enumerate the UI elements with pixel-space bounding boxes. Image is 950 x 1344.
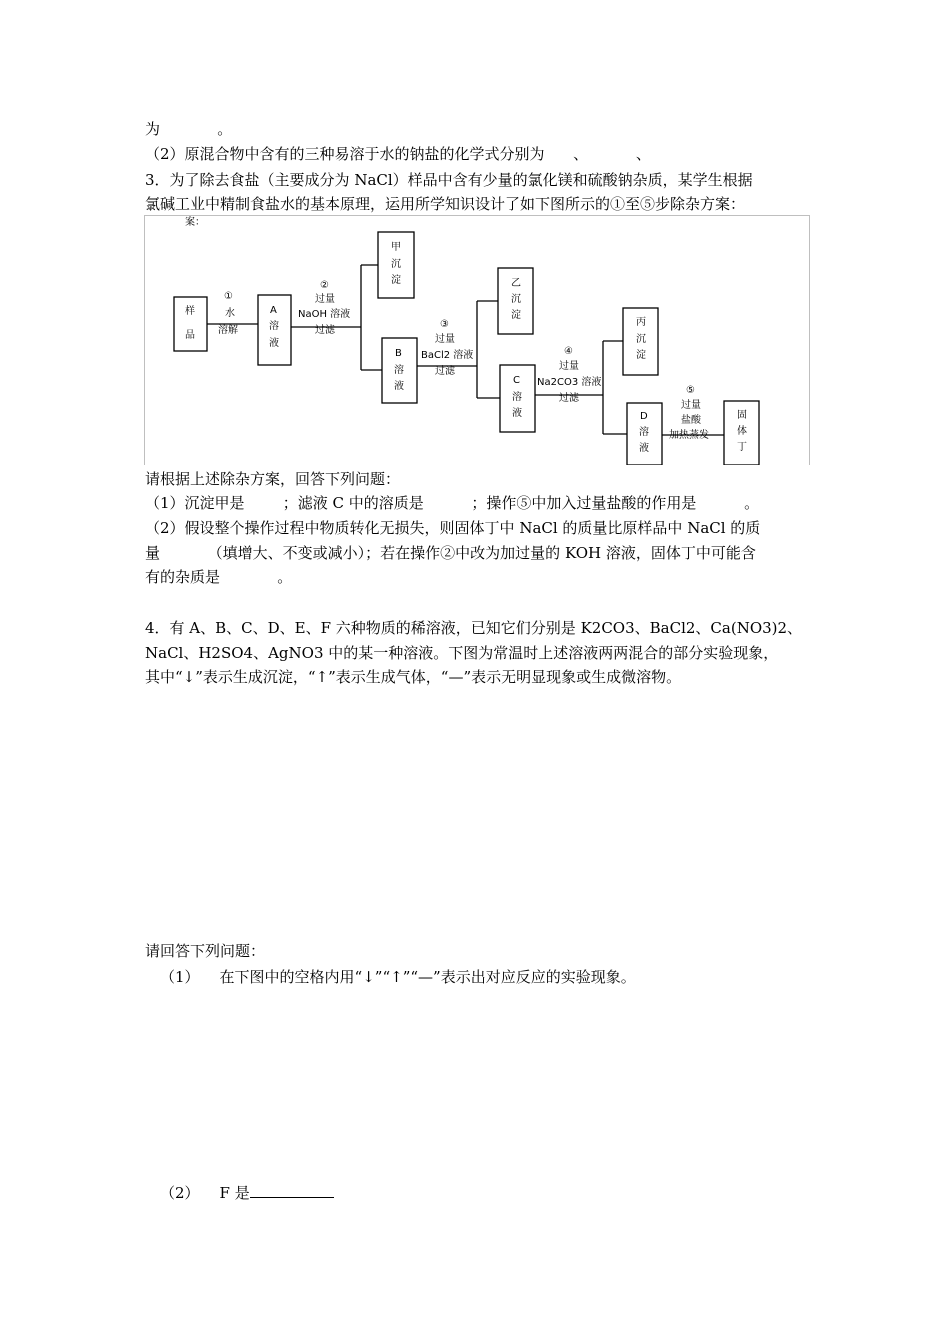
step5-reagent: 盐酸 bbox=[681, 415, 701, 426]
sample-label-2: 品 bbox=[185, 330, 195, 341]
step2-reagent: NaOH 溶液 bbox=[298, 309, 351, 320]
jia-label-2: 沉 bbox=[391, 259, 401, 270]
yi-label-3: 淀 bbox=[511, 310, 521, 321]
jia-label-1: 甲 bbox=[391, 242, 401, 253]
q4-intro-2: NaCl、H2SO4、AgNO3 中的某一种溶液。下图为常温时上述溶液两两混合的部分实验现象， bbox=[145, 644, 779, 662]
d-label-1: D bbox=[640, 411, 648, 422]
a-label-2: 溶 bbox=[269, 321, 279, 332]
step2-action: 过滤 bbox=[315, 325, 335, 336]
b-label-3: 液 bbox=[394, 381, 404, 392]
step2-number: ② bbox=[320, 280, 329, 291]
line-2: （2）原混合物中含有的三种易溶于水的钠盐的化学式分别为 、 、 bbox=[145, 145, 651, 163]
d-label-2: 溶 bbox=[639, 427, 649, 438]
c-label-1: C bbox=[513, 375, 520, 386]
b-label-2: 溶 bbox=[394, 365, 404, 376]
step5-number: ⑤ bbox=[686, 385, 695, 396]
c-label-2: 溶 bbox=[512, 392, 522, 403]
q4-sub2-number: （2） bbox=[160, 1184, 200, 1202]
q4-sub2-text: F 是 bbox=[219, 1184, 250, 1202]
ding-label-1: 固 bbox=[737, 410, 747, 421]
sample-label-1: 样 bbox=[185, 306, 195, 317]
step3-number: ③ bbox=[440, 319, 449, 330]
b-label-1: B bbox=[395, 348, 402, 359]
q3-sub2-c: 有的杂质是 。 bbox=[145, 568, 293, 586]
yi-label-2: 沉 bbox=[511, 294, 521, 305]
q3-sub1: （1）沉淀甲是 ；滤液 C 中的溶质是 ；操作⑤中加入过量盐酸的作用是 。 bbox=[145, 494, 760, 512]
line-1: 为 。 bbox=[145, 120, 233, 138]
d-label-3: 液 bbox=[639, 443, 649, 454]
answer-blank-f[interactable] bbox=[250, 1183, 334, 1198]
q4-intro-3: 其中“↓”表示生成沉淀，“↑”表示生成气体，“—”表示无明显现象或生成微溶物。 bbox=[145, 668, 682, 686]
purification-flow-diagram bbox=[144, 215, 810, 465]
step1-action: 溶解 bbox=[218, 325, 238, 336]
q4-intro-1: 4．有 A、B、C、D、E、F 六种物质的稀溶液，已知它们分别是 K2CO3、BaCl2、Ca(NO3)2、 bbox=[145, 619, 803, 637]
ding-label-2: 体 bbox=[737, 426, 747, 437]
c-label-3: 液 bbox=[512, 408, 522, 419]
step4-action: 过滤 bbox=[559, 393, 579, 404]
step1-number: ① bbox=[224, 291, 233, 302]
q3-sub2-a: （2）假设整个操作过程中物质转化无损失，则固体丁中 NaCl 的质量比原样品中 NaCl 的质 bbox=[145, 519, 761, 537]
bing-label-2: 沉 bbox=[636, 334, 646, 345]
step2-excess: 过量 bbox=[315, 294, 335, 305]
top-fragment: 案： bbox=[185, 217, 205, 228]
q4-sub1 bbox=[160, 967, 636, 987]
q4-prompt: 请回答下列问题： bbox=[145, 942, 266, 960]
step3-excess: 过量 bbox=[435, 334, 455, 345]
a-label-1: A bbox=[270, 305, 277, 316]
q4-sub1-text: 在下图中的空格内用“↓”“↑”“—”表示出对应反应的实验现象。 bbox=[219, 968, 636, 986]
jia-label-3: 淀 bbox=[391, 275, 401, 286]
step3-action: 过滤 bbox=[435, 366, 455, 377]
bing-label-3: 淀 bbox=[636, 350, 646, 361]
step4-excess: 过量 bbox=[559, 361, 579, 372]
step4-number: ④ bbox=[564, 346, 573, 357]
step5-excess: 过量 bbox=[681, 400, 701, 411]
q3-prompt: 请根据上述除杂方案，回答下列问题： bbox=[145, 470, 401, 488]
q3-intro-2: 氯碱工业中精制食盐水的基本原理，运用所学知识设计了如下图所示的①至⑤步除杂方案： bbox=[145, 195, 746, 213]
bing-label-1: 丙 bbox=[636, 317, 646, 328]
a-label-3: 液 bbox=[269, 338, 279, 349]
q4-sub2 bbox=[160, 1183, 334, 1203]
yi-label-1: 乙 bbox=[511, 278, 521, 289]
step3-reagent: BaCl2 溶液 bbox=[421, 350, 474, 361]
q3-intro-1: 3．为了除去食盐（主要成分为 NaCl）样品中含有少量的氯化镁和硫酸钠杂质，某学生根据 bbox=[145, 171, 753, 189]
q3-sub2-b: 量 （填增大、不变或减小）；若在操作②中改为加过量的 KOH 溶液，固体丁中可能含 bbox=[145, 544, 756, 562]
step1-reagent: 水 bbox=[225, 308, 235, 319]
ding-label-3: 丁 bbox=[737, 442, 747, 453]
q4-sub1-number: （1） bbox=[160, 968, 200, 986]
step5-action: 加热蒸发 bbox=[669, 430, 709, 441]
step4-reagent: Na2CO3 溶液 bbox=[537, 377, 602, 388]
